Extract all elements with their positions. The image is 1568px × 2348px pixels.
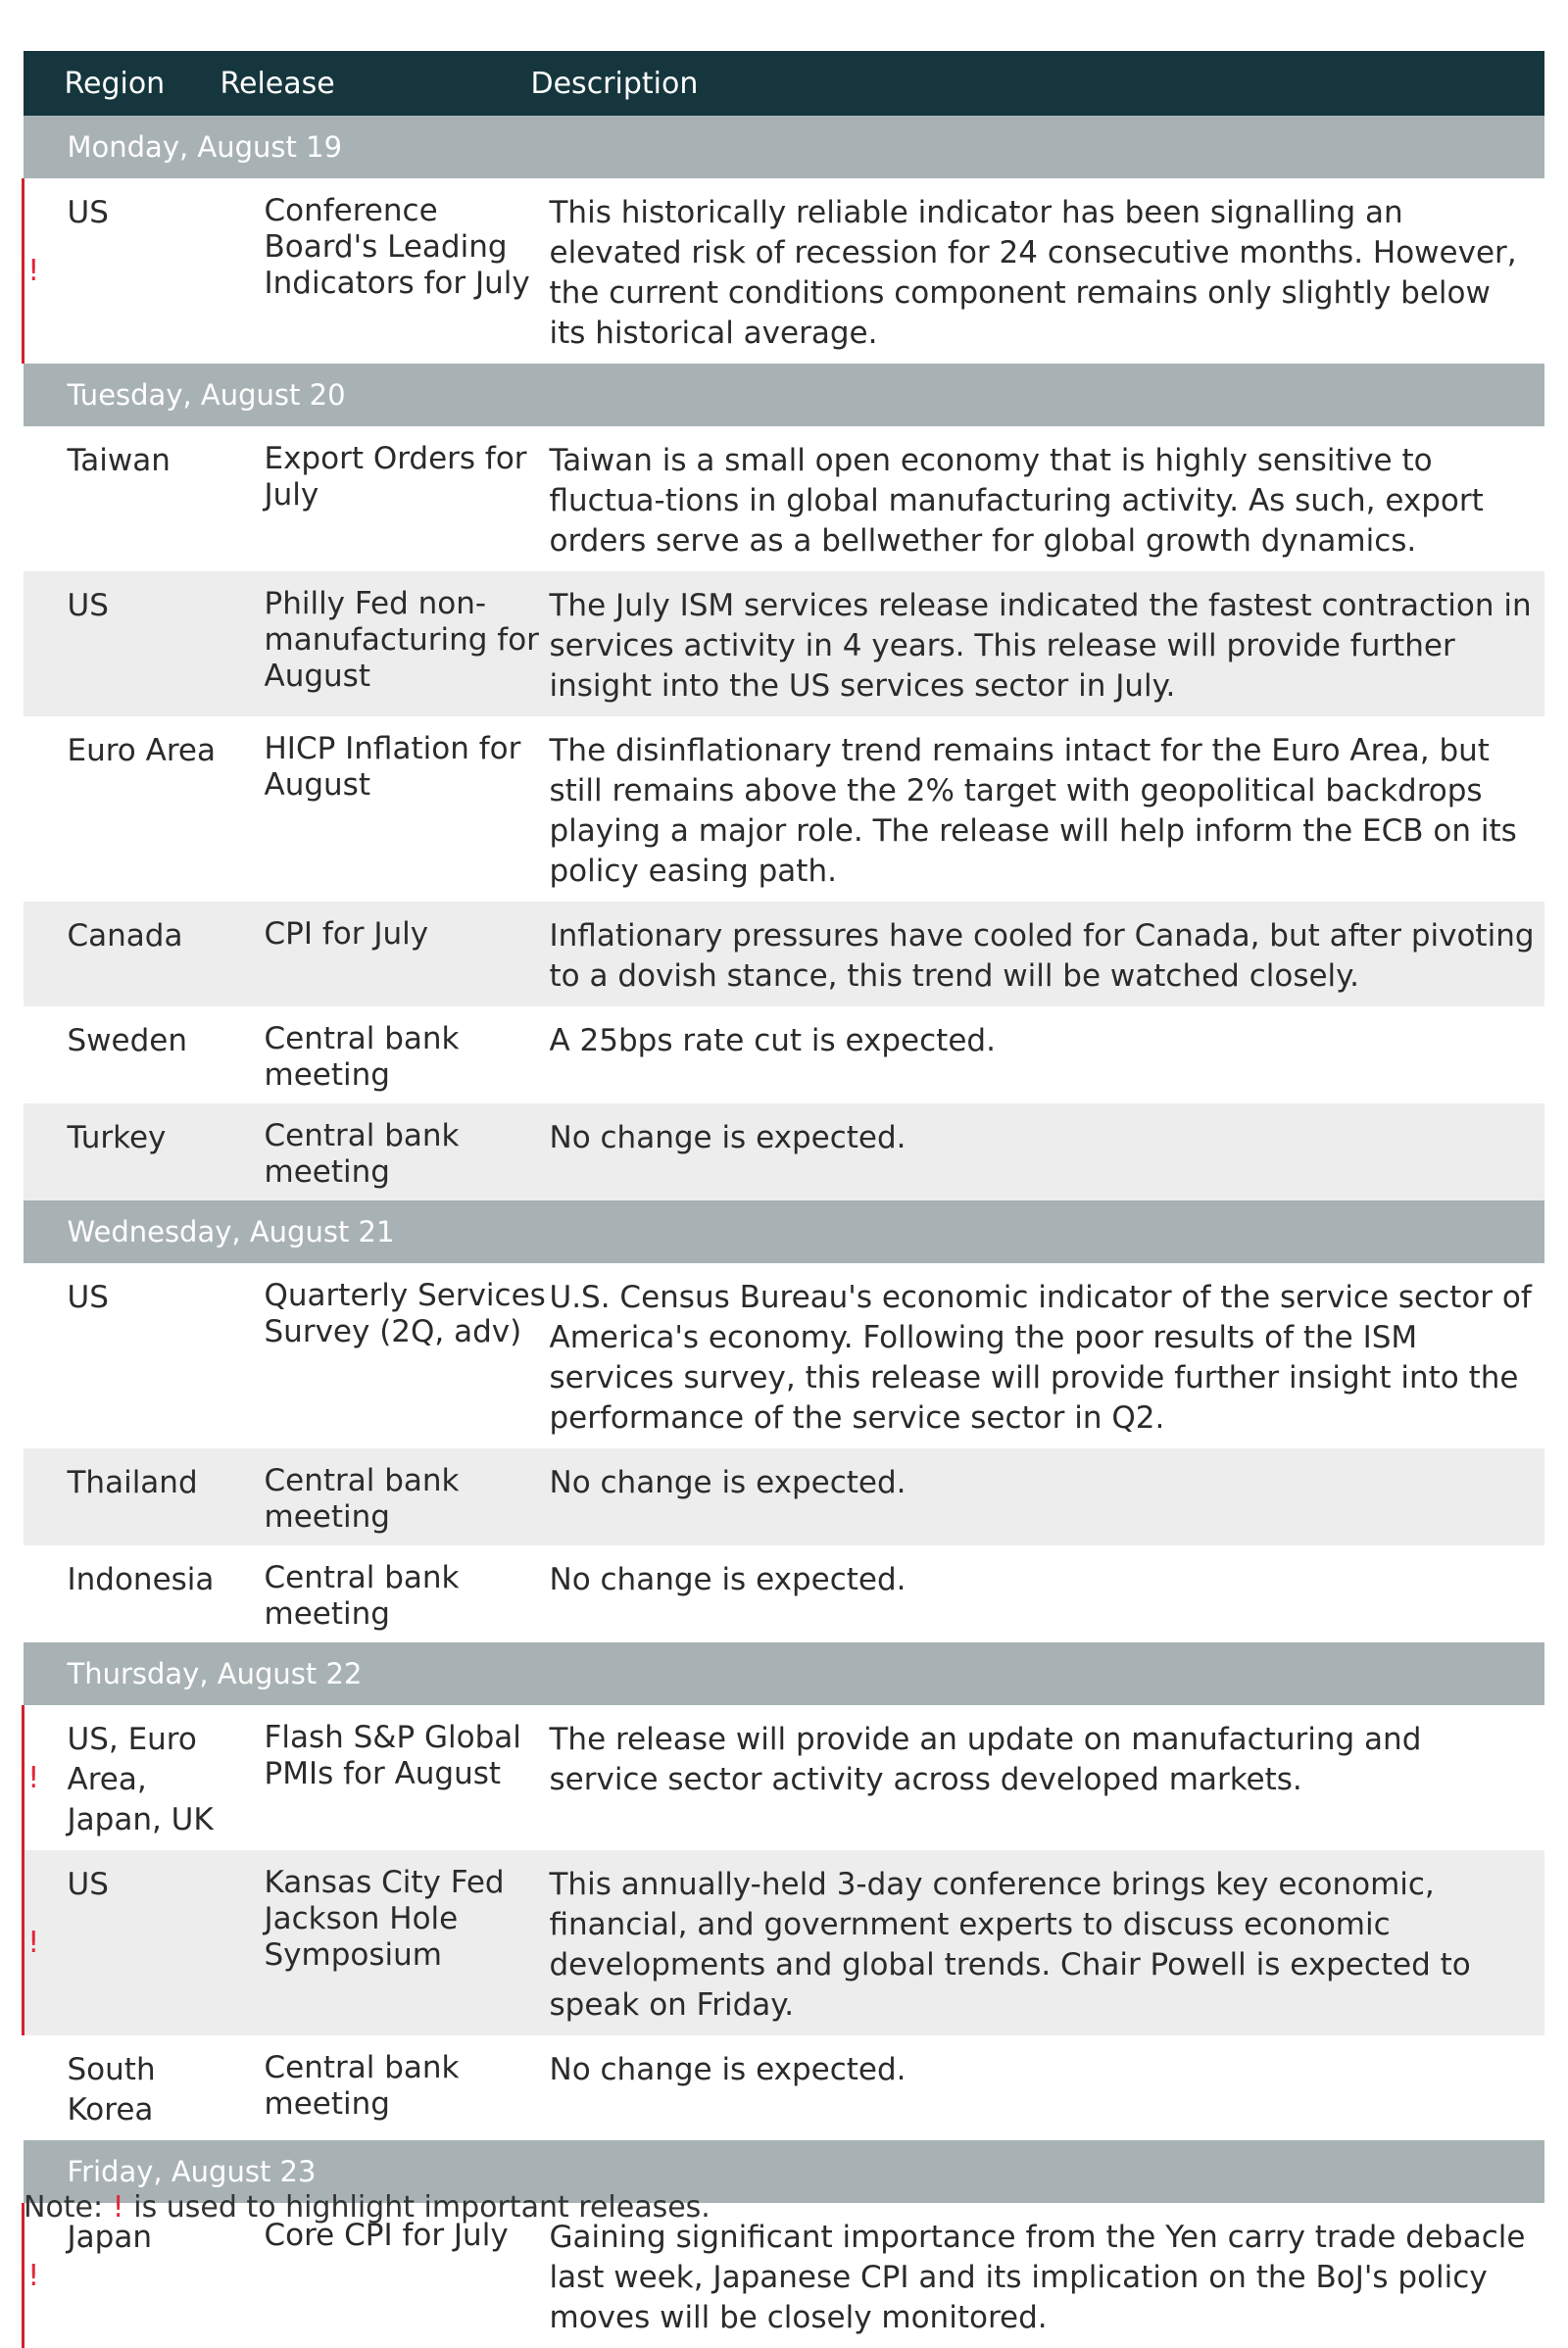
release-cell: Core CPI for July [264,2218,509,2253]
release-row [24,1850,1544,2035]
release-row [24,1006,1544,1103]
header-flag-spacer [24,51,43,116]
flag-spacer [24,1545,43,1642]
release-row [24,902,1544,1006]
day-label: Thursday, August 22 [24,1642,1544,1705]
release-row [24,2035,1544,2140]
description-cell: No change is expected. [549,1562,906,1597]
region-cell: US [43,571,220,716]
release-cell: Central bank meeting [264,1560,460,1632]
header-description: Description [550,51,1544,116]
flag-spacer [24,426,43,571]
release-row [24,1705,1544,1850]
flag-spacer [24,571,43,716]
description-cell: A 25bps rate cut is expected. [549,1023,996,1058]
day-header-row [24,116,1544,178]
release-cell: Conference Board's Leading Indicators for July [264,193,530,301]
description-cell: The release will provide an update on manufacturing and service sector activity across developed markets. [549,1722,1422,1797]
day-label: Friday, August 23 [24,2140,1544,2203]
flag-spacer [24,902,43,1006]
region-cell: Japan [67,2220,152,2255]
description-cell: No change is expected. [550,1103,1544,1200]
release-cell: Central bank meeting [220,1103,550,1200]
release-cell: Central bank meeting [220,1448,550,1545]
release-cell: Central bank meeting [264,2050,460,2122]
description-cell: Taiwan is a small open economy that is highly sensitive to fluctua-tions in global manufacturing activity. As such, export orders serve as a bellwether for global growth dynamics. [549,443,1484,559]
release-cell: Flash S&P Global PMIs for August [264,1720,521,1791]
header-row [24,51,1544,116]
release-row [24,1103,1544,1200]
important-flag-icon: ! [24,178,43,364]
release-row [24,2203,1544,2348]
region-cell: US, Euro Area, Japan, UK [67,1722,214,1837]
flag-spacer [24,1103,43,1200]
description-cell: The July ISM services release indicated the fastest contraction in services activity in 4 years. This release will provide further insight into the US services sector in July. [550,571,1544,716]
calendar-body [24,116,1544,2348]
description-cell: No change is expected. [550,1448,1544,1545]
region-cell: US [67,1280,109,1315]
flag-spacer [24,1263,43,1448]
release-cell: HICP Inflation for August [264,731,521,803]
description-cell: Inflationary pressures have cooled for Canada, but after pivoting to a dovish stance, this trend will be watched closely. [550,902,1544,1006]
description-cell: No change is expected. [549,2052,906,2087]
release-row [24,1448,1544,1545]
day-header-row [24,1642,1544,1705]
release-calendar [22,51,1543,2348]
release-cell: Quarterly Services Survey (2Q, adv) [264,1278,546,1349]
day-label: Tuesday, August 20 [24,364,1544,426]
release-row [24,1545,1544,1642]
day-label: Monday, August 19 [24,116,1544,178]
important-flag-icon: ! [24,2203,43,2348]
release-row [24,426,1544,571]
release-row [24,1263,1544,1448]
region-cell: Euro Area [67,733,216,768]
region-cell: Taiwan [67,443,171,478]
flag-spacer [24,1006,43,1103]
day-header-row [24,1200,1544,1263]
description-cell: This annually-held 3-day conference brings key economic, financial, and government experts to discuss economic developments and global trends. Chair Powell is expected to speak on Friday. [550,1850,1544,2035]
region-cell: US [67,195,109,230]
region-cell: Turkey [43,1103,220,1200]
flag-spacer [24,1448,43,1545]
release-row [24,571,1544,716]
release-cell: Kansas City Fed Jackson Hole Symposium [220,1850,550,2035]
day-header-row [24,364,1544,426]
release-row [24,716,1544,902]
release-cell: Central bank meeting [264,1021,460,1093]
release-cell: CPI for July [220,902,550,1006]
footnote: Note: ! is used to highlight important releases. [24,2190,710,2225]
region-cell: US [43,1850,220,2035]
release-cell: Export Orders for July [264,441,527,513]
region-cell: Canada [43,902,220,1006]
header-release: Release [220,51,550,116]
important-flag-icon: ! [24,1850,43,2035]
region-cell: Thailand [43,1448,220,1545]
description-cell: The disinflationary trend remains intact for the Euro Area, but still remains above the 2% target with geopolitical backdrops playing a major role. The release will help inform the ECB on its policy easing path. [549,733,1517,889]
release-cell: Philly Fed non-manufacturing for August [220,571,550,716]
important-flag-icon: ! [24,1705,43,1850]
flag-spacer [24,2035,43,2140]
region-cell: Sweden [67,1023,188,1058]
region-cell: Indonesia [67,1562,215,1597]
description-cell: U.S. Census Bureau's economic indicator of the service sector of America's economy. Following the poor results of the ISM services survey, this release will provide further insight into the performance of the service sector in Q2. [549,1280,1532,1436]
important-flag-icon: ! [112,2190,124,2225]
description-cell: This historically reliable indicator has been signalling an elevated risk of recession for 24 consecutive months. However, the current conditions component remains only slightly below its historical average. [549,195,1517,351]
flag-spacer [24,716,43,902]
release-row [24,178,1544,364]
calendar-table [22,51,1544,2348]
day-label: Wednesday, August 21 [24,1200,1544,1263]
header-region: Region [43,51,220,116]
description-cell: Gaining significant importance from the Yen carry trade debacle last week, Japanese CPI and its implication on the BoJ's policy moves will be closely monitored. [549,2220,1526,2335]
region-cell: South Korea [67,2052,156,2128]
